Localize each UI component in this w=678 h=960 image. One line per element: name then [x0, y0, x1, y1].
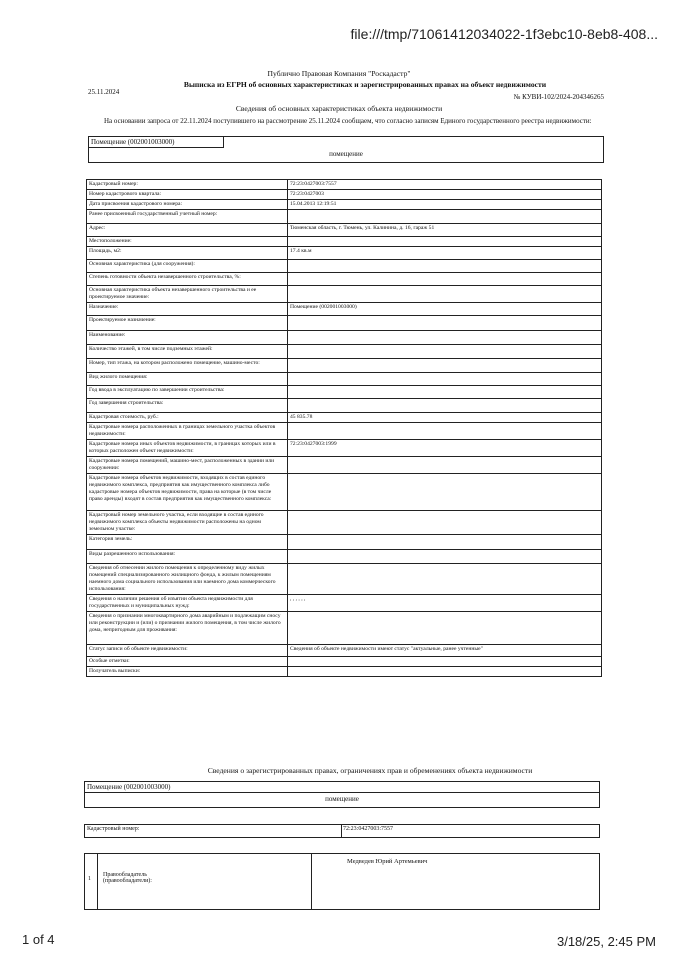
row-label: Сведения об отнесении жилого помещения к определенному виду жилых помещений специализированного жилищного фонда, к жилым помещениям наемного дома социального использования или наемного дома коммерческого использования:: [87, 563, 288, 594]
table-row: [87, 656, 602, 666]
browser-url: file:///tmp/71061412034022-1f3ebc10-8eb8-408...: [350, 26, 658, 42]
intro-text: На основании запроса от 22.11.2024 поступившего на рассмотрение 25.11.2024 сообщаем, что согласно записям Единого государственного реестра недвижимости:: [104, 117, 592, 125]
row-label: Сведения о наличии решения об изъятии объекта недвижимости для государственных и муниципальных нужд:: [87, 594, 288, 611]
row-value: 72:23:0427003:7557: [288, 180, 602, 190]
table-row: [87, 223, 602, 236]
section1-title: Сведения об основных характеристиках объекта недвижимости: [235, 104, 443, 113]
row-label: Кадастровая стоимость, руб.:: [87, 412, 288, 422]
row-label: Кадастровый номер земельного участка, если входящие в состав единого недвижимого комплекса объекты недвижимости расположены на одном земельном участке:: [87, 510, 288, 534]
object2-sub: помещение: [325, 795, 359, 803]
table-row: [87, 563, 602, 594]
row-value: [288, 534, 602, 549]
kn-row: [84, 824, 600, 838]
characteristics-table: [86, 179, 602, 677]
section2-title: Сведения о зарегистрированных правах, ограничениях прав и обременениях объекта недвижимости: [207, 766, 533, 775]
row-value: [288, 285, 602, 302]
table-row: [87, 272, 602, 285]
table-row: [87, 534, 602, 549]
row-label: Площадь, м2:: [87, 246, 288, 259]
holder-num: 1: [88, 876, 91, 882]
table-row: [87, 209, 602, 223]
row-value: 17.4 кв.м: [288, 246, 602, 259]
row-label: Степень готовности объекта незавершенного строительства, %:: [87, 272, 288, 285]
table-row: [87, 236, 602, 246]
row-label: Количество этажей, в том числе подземных этажей:: [87, 344, 288, 358]
holder-label: Правообладатель (правообладатели):: [103, 872, 152, 884]
table-row: [87, 439, 602, 456]
holder-row: [84, 853, 600, 910]
table-row: [87, 473, 602, 510]
row-value: Помещение (002001003000): [288, 302, 602, 315]
row-value: 72:23:0427003: [288, 189, 602, 199]
row-label: Категория земель:: [87, 534, 288, 549]
table-row: [87, 246, 602, 259]
table-row: [87, 422, 602, 439]
doc-title: Выписка из ЕГРН об основных характеристиках и зарегистрированных правах на объект недвижимости: [183, 80, 547, 89]
table-row: [87, 372, 602, 385]
row-label: Особые отметки:: [87, 656, 288, 666]
row-value: [288, 344, 602, 358]
table-row: [87, 199, 602, 209]
table-row: [87, 385, 602, 398]
row-value: [288, 259, 602, 272]
row-value: , , , , , ,: [288, 594, 602, 611]
doc-date: 25.11.2024: [88, 88, 120, 96]
row-value: [288, 330, 602, 344]
table-row: [87, 189, 602, 199]
table-row: [87, 344, 602, 358]
row-value: 15.04.2013 12:19:51: [288, 199, 602, 209]
table-row: [87, 259, 602, 272]
table-row: [87, 644, 602, 656]
row-value: [288, 666, 602, 676]
table-row: [87, 358, 602, 372]
row-value: 45 835.78: [288, 412, 602, 422]
row-label: Основная характеристика (для сооружения):: [87, 259, 288, 272]
table-row: [87, 594, 602, 611]
row-label: Ранее присвоенный государственный учетный номер:: [87, 209, 288, 223]
row-value: [288, 473, 602, 510]
row-value: [288, 456, 602, 473]
row-label: Год ввода в эксплуатацию по завершении строительства:: [87, 385, 288, 398]
table-row: [87, 398, 602, 412]
row-value: [288, 611, 602, 644]
row-value: Тюменская область, г. Тюмень, ул. Калинина, д. 16, гараж 51: [288, 223, 602, 236]
row-value: [288, 549, 602, 563]
row-label: Номер кадастрового квартала:: [87, 189, 288, 199]
table-row: [87, 285, 602, 302]
row-value: [288, 398, 602, 412]
row-label: Кадастровые номера объектов недвижимости, входящих в состав единого недвижимого комплекса, предприятия как имущественного комплекса либо кадастровые номера объектов недвижимости, права на которые (в том числе право аренды) входят в состав предприятия как имущественного комплекса:: [87, 473, 288, 510]
kn-label: Кадастровый номер:: [87, 826, 140, 832]
row-label: Вид жилого помещения:: [87, 372, 288, 385]
table-row: [87, 330, 602, 344]
table-row: [87, 315, 602, 330]
table-row: [87, 180, 602, 190]
row-label: Проектируемое назначение:: [87, 315, 288, 330]
table-row: [87, 611, 602, 644]
object-header-box: [88, 136, 604, 163]
table-row: [87, 302, 602, 315]
row-label: Кадастровые номера помещений, машино-мест, расположенных в здании или сооружении:: [87, 456, 288, 473]
row-label: Год завершения строительства:: [87, 398, 288, 412]
row-label: Получатель выписки:: [87, 666, 288, 676]
row-value: 72:23:0427003:1999: [288, 439, 602, 456]
row-value: [288, 563, 602, 594]
page-counter: 1 of 4: [22, 932, 55, 947]
object-header: Помещение (002001003000): [89, 137, 224, 148]
row-label: Дата присвоения кадастрового номера:: [87, 199, 288, 209]
row-label: Статус записи об объекте недвижимости:: [87, 644, 288, 656]
object-sub: помещение: [329, 150, 363, 158]
object2-header-box: [84, 781, 600, 808]
row-label: Местоположение:: [87, 236, 288, 246]
org-name: Публично Правовая Компания "Роскадастр": [267, 69, 411, 78]
row-value: Сведения об объекте недвижимости имеют статус "актуальные, ранее учтенные": [288, 644, 602, 656]
object2-header: Помещение (002001003000): [85, 782, 599, 793]
table-row: [87, 412, 602, 422]
row-value: [288, 510, 602, 534]
kn-value: 72:23:0427003:7557: [343, 826, 394, 832]
row-label: Кадастровый номер:: [87, 180, 288, 190]
row-value: [288, 372, 602, 385]
row-label: Наименование:: [87, 330, 288, 344]
row-value: [288, 656, 602, 666]
table-row: [87, 549, 602, 563]
row-value: [288, 358, 602, 372]
row-label: Номер, тип этажа, на котором расположено помещение, машино-место:: [87, 358, 288, 372]
row-label: Кадастровые номера расположенных в границах земельного участка объектов недвижимости:: [87, 422, 288, 439]
row-value: [288, 209, 602, 223]
doc-number: № КУВИ-102/2024-204346265: [513, 93, 604, 101]
row-value: [288, 272, 602, 285]
row-label: Основная характеристика объекта незавершенного строительства и ее проектируемое значение:: [87, 285, 288, 302]
row-label: Адрес:: [87, 223, 288, 236]
holder-value: Медведев Юрий Артемьевич: [347, 858, 428, 865]
table-row: [87, 510, 602, 534]
row-label: Сведения о признании многоквартирного дома аварийным и подлежащим сносу или реконструкции и (или) о признании жилого помещения, в том числе жилого дома, непригодным для проживания:: [87, 611, 288, 644]
table-row: [87, 666, 602, 676]
row-label: Виды разрешенного использования:: [87, 549, 288, 563]
row-value: [288, 385, 602, 398]
row-label: Кадастровые номера иных объектов недвижимости, в границах которых или в которых расположен объект недвижимости:: [87, 439, 288, 456]
print-datetime: 3/18/25, 2:45 PM: [556, 934, 656, 949]
table-row: [87, 456, 602, 473]
row-value: [288, 315, 602, 330]
row-label: Назначение:: [87, 302, 288, 315]
row-value: [288, 236, 602, 246]
row-value: [288, 422, 602, 439]
